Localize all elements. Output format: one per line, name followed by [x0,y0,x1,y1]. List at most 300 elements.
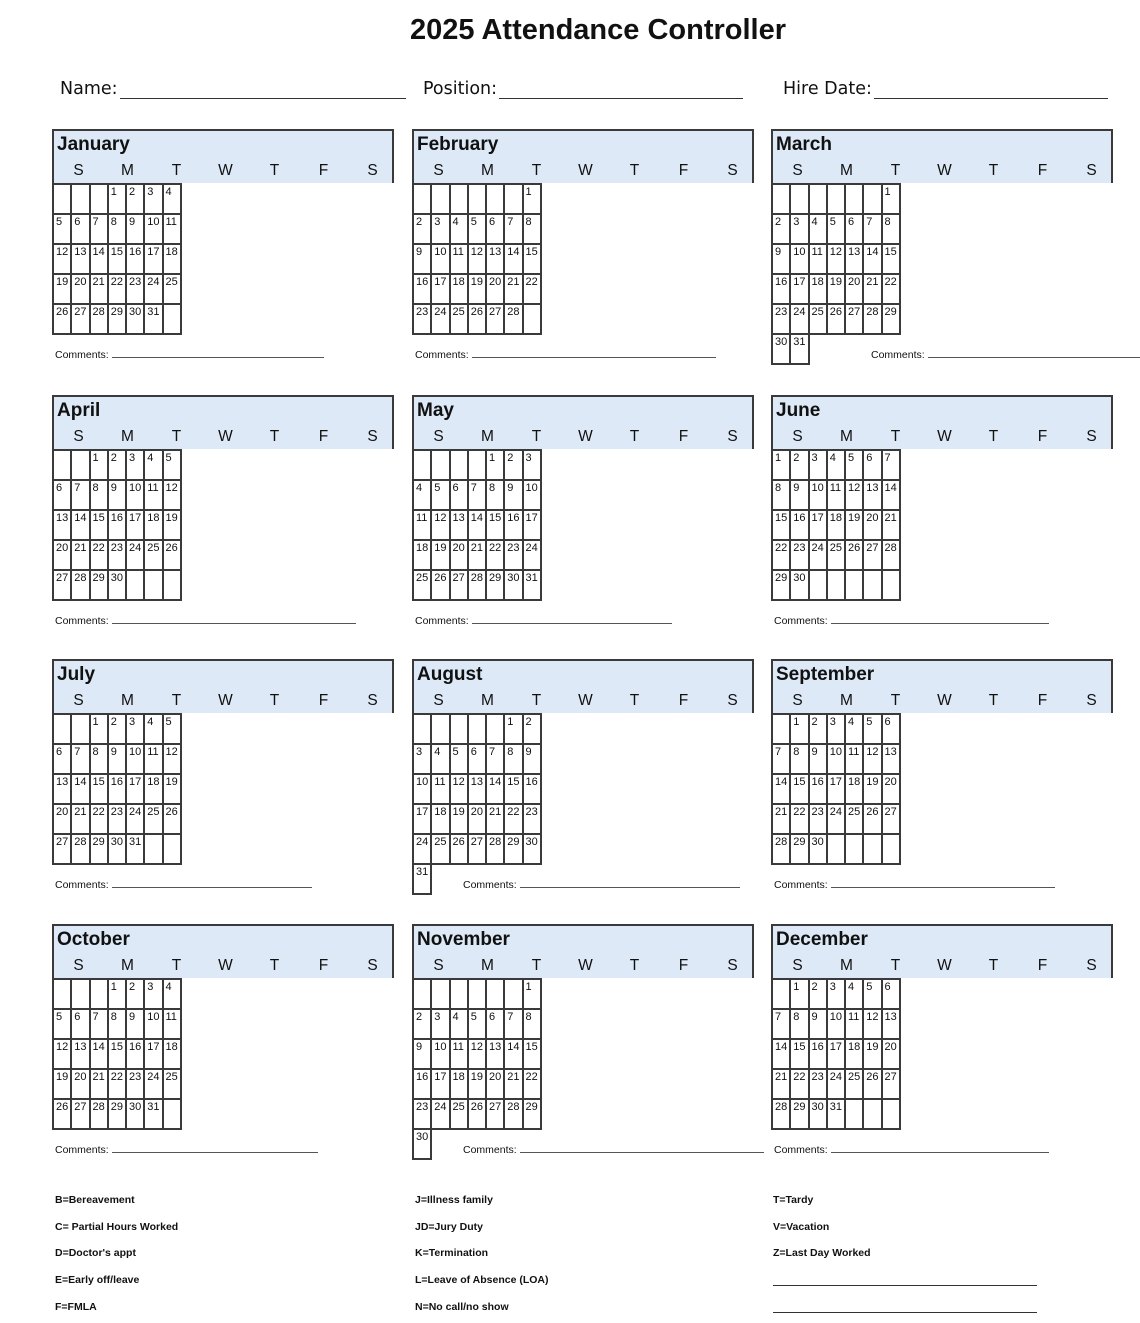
day-cell[interactable]: 10 [809,480,827,510]
comments-blank[interactable] [112,1143,318,1153]
day-cell[interactable]: 29 [790,1099,808,1129]
day-cell[interactable]: 12 [53,244,71,274]
empty-day-cell[interactable] [144,834,162,864]
day-cell[interactable]: 25 [450,1099,468,1129]
day-cell[interactable]: 8 [90,744,108,774]
day-cell[interactable]: 14 [71,510,89,540]
day-cell[interactable]: 25 [163,274,181,304]
day-cell[interactable]: 11 [163,1009,181,1039]
day-cell[interactable]: 24 [431,1099,449,1129]
comments-blank[interactable] [520,1143,764,1153]
day-cell[interactable]: 1 [523,979,541,1009]
day-cell[interactable]: 19 [863,774,881,804]
empty-day-cell[interactable] [450,979,468,1009]
day-cell[interactable]: 16 [126,1039,144,1069]
day-cell[interactable]: 20 [450,540,468,570]
day-cell[interactable]: 30 [523,834,541,864]
day-cell[interactable]: 5 [468,214,486,244]
day-cell[interactable]: 10 [790,244,808,274]
day-cell[interactable]: 31 [523,570,541,600]
day-cell[interactable]: 1 [882,184,900,214]
day-cell[interactable]: 18 [450,1069,468,1099]
day-cell[interactable]: 26 [450,834,468,864]
empty-day-cell[interactable] [486,979,504,1009]
day-cell[interactable]: 17 [790,274,808,304]
day-cell[interactable]: 16 [504,510,522,540]
comments-blank[interactable] [112,614,356,624]
day-cell[interactable]: 3 [827,714,845,744]
empty-day-cell[interactable] [845,834,863,864]
day-cell[interactable]: 9 [809,1009,827,1039]
day-cell[interactable]: 1 [504,714,522,744]
day-cell[interactable]: 22 [882,274,900,304]
day-cell[interactable]: 19 [468,274,486,304]
day-cell[interactable]: 15 [523,244,541,274]
day-cell[interactable]: 6 [863,450,881,480]
empty-day-cell[interactable] [126,570,144,600]
day-cell[interactable]: 20 [53,804,71,834]
legend-blank-line[interactable] [773,1311,1037,1313]
empty-day-cell[interactable] [431,450,449,480]
day-cell[interactable]: 7 [772,744,790,774]
day-cell[interactable]: 1 [108,979,126,1009]
day-cell[interactable]: 12 [863,1009,881,1039]
day-cell[interactable]: 1 [108,184,126,214]
empty-day-cell[interactable] [53,184,71,214]
empty-day-cell[interactable] [827,570,845,600]
empty-day-cell[interactable] [468,450,486,480]
day-cell[interactable]: 11 [845,744,863,774]
day-cell[interactable]: 14 [90,1039,108,1069]
day-cell[interactable]: 28 [504,304,522,334]
day-cell[interactable]: 5 [53,214,71,244]
empty-day-cell[interactable] [882,1099,900,1129]
empty-day-cell[interactable] [809,570,827,600]
empty-day-cell[interactable] [486,714,504,744]
day-cell[interactable]: 5 [450,744,468,774]
day-cell[interactable]: 16 [413,274,431,304]
day-cell[interactable]: 11 [450,244,468,274]
day-cell[interactable]: 24 [126,804,144,834]
day-cell[interactable]: 3 [144,979,162,1009]
comments-blank[interactable] [520,878,740,888]
day-cell[interactable]: 16 [413,1069,431,1099]
day-cell[interactable]: 3 [431,1009,449,1039]
day-cell[interactable]: 21 [71,540,89,570]
day-cell[interactable]: 20 [486,274,504,304]
day-cell[interactable]: 9 [413,244,431,274]
day-cell[interactable]: 28 [504,1099,522,1129]
day-cell[interactable]: 11 [431,774,449,804]
day-cell[interactable]: 4 [413,480,431,510]
day-cell[interactable]: 11 [450,1039,468,1069]
day-cell[interactable]: 4 [163,979,181,1009]
day-cell[interactable]: 12 [163,744,181,774]
day-cell[interactable]: 9 [504,480,522,510]
day-cell[interactable]: 14 [772,1039,790,1069]
day-cell[interactable]: 29 [772,570,790,600]
day-cell[interactable]: 23 [108,540,126,570]
day-cell[interactable]: 5 [163,450,181,480]
day-cell[interactable]: 23 [523,804,541,834]
day-cell[interactable]: 7 [504,214,522,244]
day-cell[interactable]: 12 [827,244,845,274]
day-cell[interactable]: 16 [809,774,827,804]
day-cell[interactable]: 26 [468,304,486,334]
day-cell[interactable]: 23 [413,304,431,334]
day-cell[interactable]: 2 [772,214,790,244]
day-cell[interactable]: 23 [809,1069,827,1099]
day-cell[interactable]: 26 [845,540,863,570]
day-cell[interactable]: 23 [126,1069,144,1099]
day-cell[interactable]: 5 [845,450,863,480]
day-cell[interactable]: 6 [53,480,71,510]
empty-day-cell[interactable] [882,834,900,864]
day-cell[interactable]: 9 [772,244,790,274]
day-cell[interactable]: 10 [126,744,144,774]
hire-date-blank[interactable] [874,78,1108,99]
empty-day-cell[interactable] [845,570,863,600]
day-cell[interactable]: 6 [71,1009,89,1039]
day-cell[interactable]: 5 [863,979,881,1009]
empty-day-cell[interactable] [71,714,89,744]
day-cell[interactable]: 26 [53,1099,71,1129]
day-cell[interactable]: 26 [163,804,181,834]
day-cell[interactable]: 10 [413,774,431,804]
day-cell[interactable]: 21 [504,274,522,304]
day-cell[interactable]: 20 [845,274,863,304]
day-cell[interactable]: 20 [468,804,486,834]
day-cell[interactable]: 24 [827,804,845,834]
hire-date-field[interactable] [783,78,1108,99]
day-cell[interactable]: 20 [71,1069,89,1099]
day-cell[interactable]: 3 [144,184,162,214]
day-cell[interactable]: 27 [468,834,486,864]
day-cell[interactable]: 4 [144,714,162,744]
day-cell[interactable]: 5 [431,480,449,510]
day-cell[interactable]: 21 [90,274,108,304]
day-cell[interactable]: 15 [790,1039,808,1069]
day-cell[interactable]: 13 [468,774,486,804]
day-cell[interactable]: 7 [90,1009,108,1039]
day-cell[interactable]: 28 [71,834,89,864]
day-cell[interactable]: 16 [809,1039,827,1069]
day-cell[interactable]: 2 [126,979,144,1009]
day-cell[interactable]: 11 [163,214,181,244]
empty-day-cell[interactable] [431,979,449,1009]
day-cell[interactable]: 9 [523,744,541,774]
day-cell[interactable]: 29 [504,834,522,864]
day-cell[interactable]: 3 [126,450,144,480]
day-cell[interactable]: 7 [882,450,900,480]
day-cell[interactable]: 29 [882,304,900,334]
day-cell[interactable]: 17 [809,510,827,540]
empty-day-cell[interactable] [504,184,522,214]
day-cell[interactable]: 14 [882,480,900,510]
empty-day-cell[interactable] [468,714,486,744]
comments-field[interactable] [774,614,1049,627]
empty-day-cell[interactable] [863,834,881,864]
day-cell[interactable]: 14 [486,774,504,804]
day-cell[interactable]: 3 [431,214,449,244]
day-cell[interactable]: 13 [71,1039,89,1069]
day-cell[interactable]: 21 [863,274,881,304]
empty-day-cell[interactable] [827,184,845,214]
day-cell[interactable]: 15 [523,1039,541,1069]
day-cell[interactable]: 26 [863,1069,881,1099]
day-cell[interactable]: 29 [523,1099,541,1129]
day-cell[interactable]: 23 [413,1099,431,1129]
day-cell[interactable]: 7 [504,1009,522,1039]
day-cell[interactable]: 30 [772,334,790,364]
day-cell[interactable]: 23 [772,304,790,334]
empty-day-cell[interactable] [772,184,790,214]
empty-day-cell[interactable] [827,834,845,864]
day-cell[interactable]: 10 [431,244,449,274]
day-cell[interactable]: 5 [863,714,881,744]
day-cell[interactable]: 18 [163,244,181,274]
day-cell[interactable]: 3 [809,450,827,480]
day-cell[interactable]: 27 [53,570,71,600]
day-cell[interactable]: 18 [163,1039,181,1069]
day-cell[interactable]: 2 [504,450,522,480]
name-field[interactable] [60,78,406,99]
day-cell[interactable]: 13 [53,774,71,804]
day-cell[interactable]: 24 [126,540,144,570]
day-cell[interactable]: 19 [863,1039,881,1069]
day-cell[interactable]: 7 [486,744,504,774]
empty-day-cell[interactable] [772,979,790,1009]
comments-field[interactable] [774,1143,1049,1156]
day-cell[interactable]: 7 [772,1009,790,1039]
day-cell[interactable]: 25 [845,804,863,834]
day-cell[interactable]: 10 [827,744,845,774]
day-cell[interactable]: 28 [772,1099,790,1129]
empty-day-cell[interactable] [163,570,181,600]
day-cell[interactable]: 1 [486,450,504,480]
day-cell[interactable]: 10 [827,1009,845,1039]
name-blank[interactable] [120,78,406,99]
empty-day-cell[interactable] [163,834,181,864]
day-cell[interactable]: 30 [108,834,126,864]
day-cell[interactable]: 28 [90,304,108,334]
day-cell[interactable]: 6 [53,744,71,774]
day-cell[interactable]: 2 [413,1009,431,1039]
day-cell[interactable]: 5 [53,1009,71,1039]
day-cell[interactable]: 17 [126,774,144,804]
day-cell[interactable]: 2 [108,450,126,480]
day-cell[interactable]: 17 [827,1039,845,1069]
day-cell[interactable]: 18 [827,510,845,540]
day-cell[interactable]: 15 [108,1039,126,1069]
day-cell[interactable]: 1 [90,450,108,480]
day-cell[interactable]: 27 [71,1099,89,1129]
comments-field[interactable] [55,614,356,627]
day-cell[interactable]: 22 [486,540,504,570]
day-cell[interactable]: 14 [71,774,89,804]
day-cell[interactable]: 22 [790,1069,808,1099]
day-cell[interactable]: 13 [882,1009,900,1039]
comments-field[interactable] [415,348,716,361]
day-cell[interactable]: 4 [144,450,162,480]
comments-field[interactable] [463,1143,764,1156]
day-cell[interactable]: 28 [882,540,900,570]
comments-blank[interactable] [831,1143,1049,1153]
day-cell[interactable]: 2 [126,184,144,214]
day-cell[interactable]: 25 [413,570,431,600]
day-cell[interactable]: 26 [163,540,181,570]
day-cell[interactable]: 13 [450,510,468,540]
empty-day-cell[interactable] [809,184,827,214]
empty-day-cell[interactable] [450,450,468,480]
day-cell[interactable]: 4 [845,714,863,744]
empty-day-cell[interactable] [90,184,108,214]
day-cell[interactable]: 31 [790,334,808,364]
day-cell[interactable]: 30 [809,1099,827,1129]
day-cell[interactable]: 17 [431,274,449,304]
day-cell[interactable]: 16 [772,274,790,304]
day-cell[interactable]: 7 [468,480,486,510]
day-cell[interactable]: 19 [468,1069,486,1099]
day-cell[interactable]: 19 [53,274,71,304]
day-cell[interactable]: 6 [450,480,468,510]
day-cell[interactable]: 15 [790,774,808,804]
day-cell[interactable]: 26 [468,1099,486,1129]
day-cell[interactable]: 11 [144,480,162,510]
day-cell[interactable]: 12 [468,244,486,274]
day-cell[interactable]: 10 [144,214,162,244]
day-cell[interactable]: 9 [790,480,808,510]
empty-day-cell[interactable] [71,450,89,480]
day-cell[interactable]: 6 [71,214,89,244]
day-cell[interactable]: 24 [144,1069,162,1099]
empty-day-cell[interactable] [413,184,431,214]
day-cell[interactable]: 29 [90,570,108,600]
day-cell[interactable]: 12 [431,510,449,540]
day-cell[interactable]: 18 [413,540,431,570]
day-cell[interactable]: 11 [413,510,431,540]
empty-day-cell[interactable] [450,184,468,214]
day-cell[interactable]: 6 [486,214,504,244]
day-cell[interactable]: 26 [53,304,71,334]
day-cell[interactable]: 30 [126,304,144,334]
day-cell[interactable]: 29 [486,570,504,600]
day-cell[interactable]: 1 [790,714,808,744]
day-cell[interactable]: 19 [827,274,845,304]
day-cell[interactable]: 25 [144,540,162,570]
day-cell[interactable]: 10 [431,1039,449,1069]
comments-blank[interactable] [112,348,324,358]
day-cell[interactable]: 30 [108,570,126,600]
empty-day-cell[interactable] [163,304,181,334]
day-cell[interactable]: 3 [790,214,808,244]
day-cell[interactable]: 29 [108,304,126,334]
comments-blank[interactable] [472,614,672,624]
empty-day-cell[interactable] [53,979,71,1009]
day-cell[interactable]: 1 [790,979,808,1009]
day-cell[interactable]: 24 [809,540,827,570]
day-cell[interactable]: 27 [882,1069,900,1099]
day-cell[interactable]: 28 [90,1099,108,1129]
empty-day-cell[interactable] [504,979,522,1009]
day-cell[interactable]: 17 [827,774,845,804]
day-cell[interactable]: 15 [486,510,504,540]
day-cell[interactable]: 14 [863,244,881,274]
day-cell[interactable]: 11 [809,244,827,274]
comments-field[interactable] [774,878,1055,891]
comments-blank[interactable] [831,614,1049,624]
day-cell[interactable]: 29 [790,834,808,864]
day-cell[interactable]: 17 [144,1039,162,1069]
day-cell[interactable]: 8 [790,1009,808,1039]
day-cell[interactable]: 5 [827,214,845,244]
day-cell[interactable]: 25 [809,304,827,334]
day-cell[interactable]: 14 [504,244,522,274]
day-cell[interactable]: 15 [90,774,108,804]
day-cell[interactable]: 17 [144,244,162,274]
day-cell[interactable]: 22 [90,804,108,834]
day-cell[interactable]: 14 [772,774,790,804]
day-cell[interactable]: 9 [108,744,126,774]
day-cell[interactable]: 15 [504,774,522,804]
day-cell[interactable]: 2 [809,979,827,1009]
day-cell[interactable]: 29 [108,1099,126,1129]
day-cell[interactable]: 13 [486,244,504,274]
comments-field[interactable] [55,348,324,361]
comments-blank[interactable] [472,348,716,358]
comments-field[interactable] [463,878,740,891]
day-cell[interactable]: 21 [90,1069,108,1099]
day-cell[interactable]: 17 [413,804,431,834]
position-field[interactable] [423,78,743,99]
day-cell[interactable]: 11 [827,480,845,510]
day-cell[interactable]: 18 [845,774,863,804]
day-cell[interactable]: 24 [790,304,808,334]
day-cell[interactable]: 22 [90,540,108,570]
day-cell[interactable]: 20 [882,1039,900,1069]
day-cell[interactable]: 30 [126,1099,144,1129]
comments-field[interactable] [55,878,312,891]
empty-day-cell[interactable] [71,184,89,214]
empty-day-cell[interactable] [468,184,486,214]
day-cell[interactable]: 11 [845,1009,863,1039]
day-cell[interactable]: 3 [827,979,845,1009]
day-cell[interactable]: 2 [108,714,126,744]
day-cell[interactable]: 31 [413,864,431,894]
empty-day-cell[interactable] [431,714,449,744]
day-cell[interactable]: 22 [108,1069,126,1099]
day-cell[interactable]: 8 [504,744,522,774]
day-cell[interactable]: 1 [90,714,108,744]
day-cell[interactable]: 30 [790,570,808,600]
empty-day-cell[interactable] [882,570,900,600]
day-cell[interactable]: 27 [450,570,468,600]
day-cell[interactable]: 25 [450,304,468,334]
day-cell[interactable]: 26 [863,804,881,834]
day-cell[interactable]: 27 [71,304,89,334]
empty-day-cell[interactable] [450,714,468,744]
day-cell[interactable]: 10 [144,1009,162,1039]
day-cell[interactable]: 5 [468,1009,486,1039]
day-cell[interactable]: 21 [71,804,89,834]
day-cell[interactable]: 16 [790,510,808,540]
day-cell[interactable]: 19 [845,510,863,540]
day-cell[interactable]: 12 [468,1039,486,1069]
empty-day-cell[interactable] [144,570,162,600]
day-cell[interactable]: 8 [772,480,790,510]
day-cell[interactable]: 22 [504,804,522,834]
day-cell[interactable]: 27 [882,804,900,834]
